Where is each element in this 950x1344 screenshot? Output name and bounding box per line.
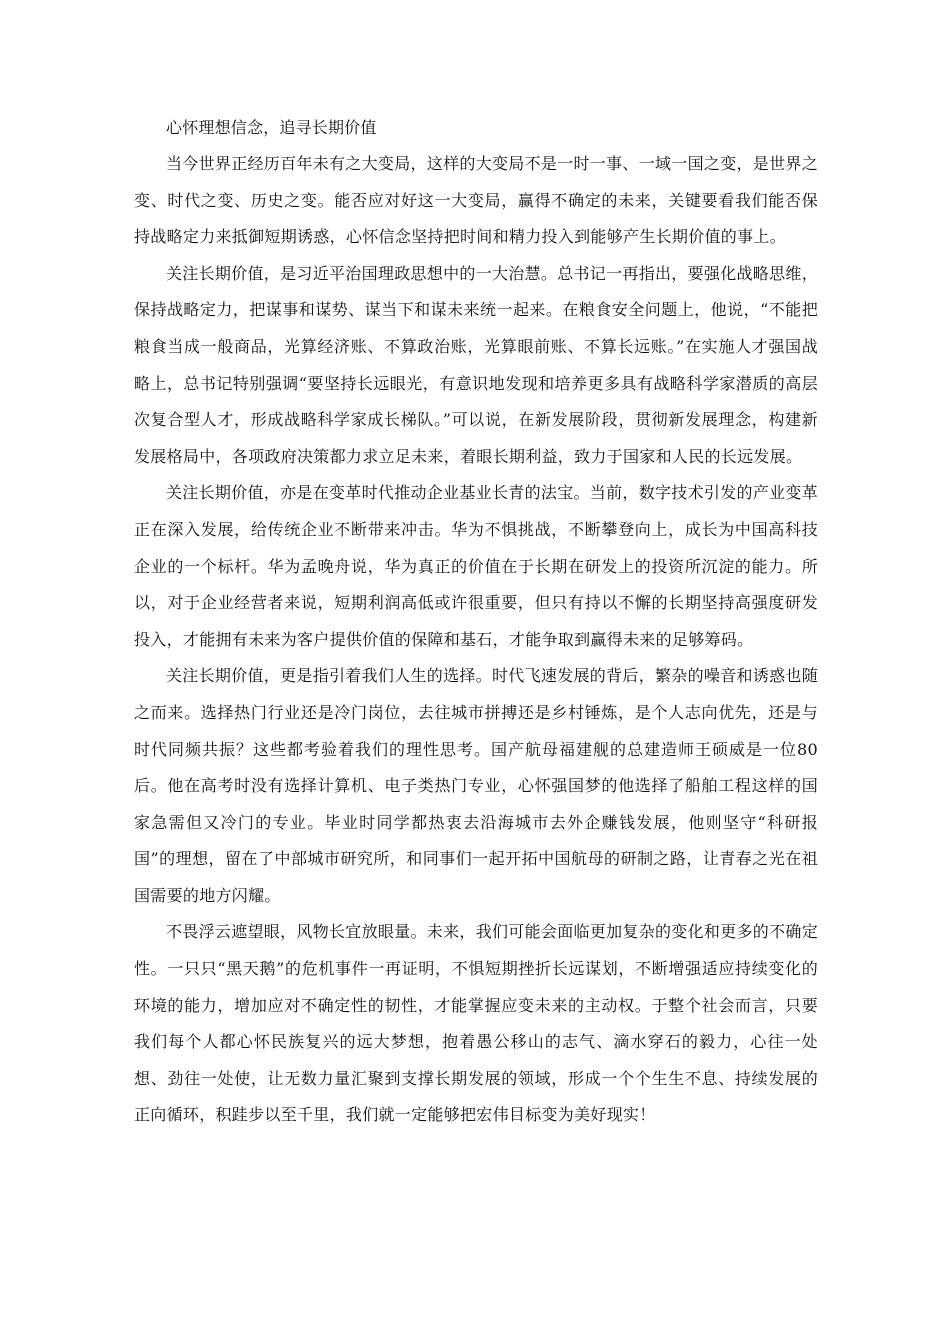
paragraph-5: 不畏浮云遮望眼，风物长宜放眼量。未来，我们可能会面临更加复杂的变化和更多的不确定性。一只只“黑天鹅”的危机事件一再证明，不惧短期挫折长远谋划，不断增强适应持续变化的环境的能力，增加应对不确定性的韧性，才能掌握应变未来的主动权。于整个社会而言，只要我们每个人都心怀民族复兴的远大梦想，抱着愚公移山的志气、滴水穿石的毅力，心往一处想、劲往一处使，让无数力量汇聚到支撑长期发展的领域，形成一个个生生不息、持续发展的正向循环，积跬步以至千里，我们就一定能够把宏伟目标变为美好现实！ <box>134 922 819 1125</box>
paragraph-3: 关注长期价值，亦是在变革时代推动企业基业长青的法宝。当前，数字技术引发的产业变革正在深入发展，给传统企业不断带来冲击。华为不惧挑战，不断攀登向上，成长为中国高科技企业的一个标杆。华为孟晚舟说，华为真正的价值在于长期在研发上的投资所沉淀的能力。所以，对于企业经营者来说，短期利润高低或许很重要，但只有持以不懈的长期坚持高强度研发投入，才能拥有未来为客户提供价值的保障和基石，才能争取到赢得未来的足够筹码。 <box>134 483 819 649</box>
paragraph-2: 关注长期价值，是习近平治国理政思想中的一大治慧。总书记一再指出，要强化战略思维，保持战略定力，把谋事和谋势、谋当下和谋未来统一起来。在粮食安全问题上，他说，“不能把粮食当成一般商品，光算经济账、不算政治账，光算眼前账、不算长远账。”在实施人才强国战略上，总书记特别强调“要坚持长远眼光，有意识地发现和培养更多具有战略科学家潜质的高层次复合型人才，形成战略科学家成长梯队。”可以说，在新发展阶段，贯彻新发展理念，构建新发展格局中，各项政府决策都力求立足未来，着眼长期利益，致力于国家和人民的长远发展。 <box>134 263 819 466</box>
essay-title: 心怀理想信念，追寻长期价值 <box>166 118 377 137</box>
paragraph-4: 关注长期价值，更是指引着我们人生的选择。时代飞速发展的背后，繁杂的噪音和诱惑也随之而来。选择热门行业还是冷门岗位，去往城市拼搏还是乡村锤炼，是个人志向优先，还是与时代同频共振？这些都考验着我们的理性思考。国产航母福建舰的总建造师王硕威是一位80后。他在高考时没有选择计算机、电子类热门专业，心怀强国梦的他选择了船舶工程这样的国家急需但又冷门的专业。毕业时同学都热衷去沿海城市去外企赚钱发展，他则坚守“科研报国”的理想，留在了中部城市研究所，和同事们一起开拓中国航母的研制之路，让青春之光在祖国需要的地方闪耀。 <box>134 666 819 905</box>
paragraph-1: 当今世界正经历百年未有之大变局，这样的大变局不是一时一事、一域一国之变，是世界之变、时代之变、历史之变。能否应对好这一大变局，赢得不确定的未来，关键要看我们能否保持战略定力来抵御短期诱惑，心怀信念坚持把时间和精力投入到能够产生长期价值的事上。 <box>134 154 819 247</box>
